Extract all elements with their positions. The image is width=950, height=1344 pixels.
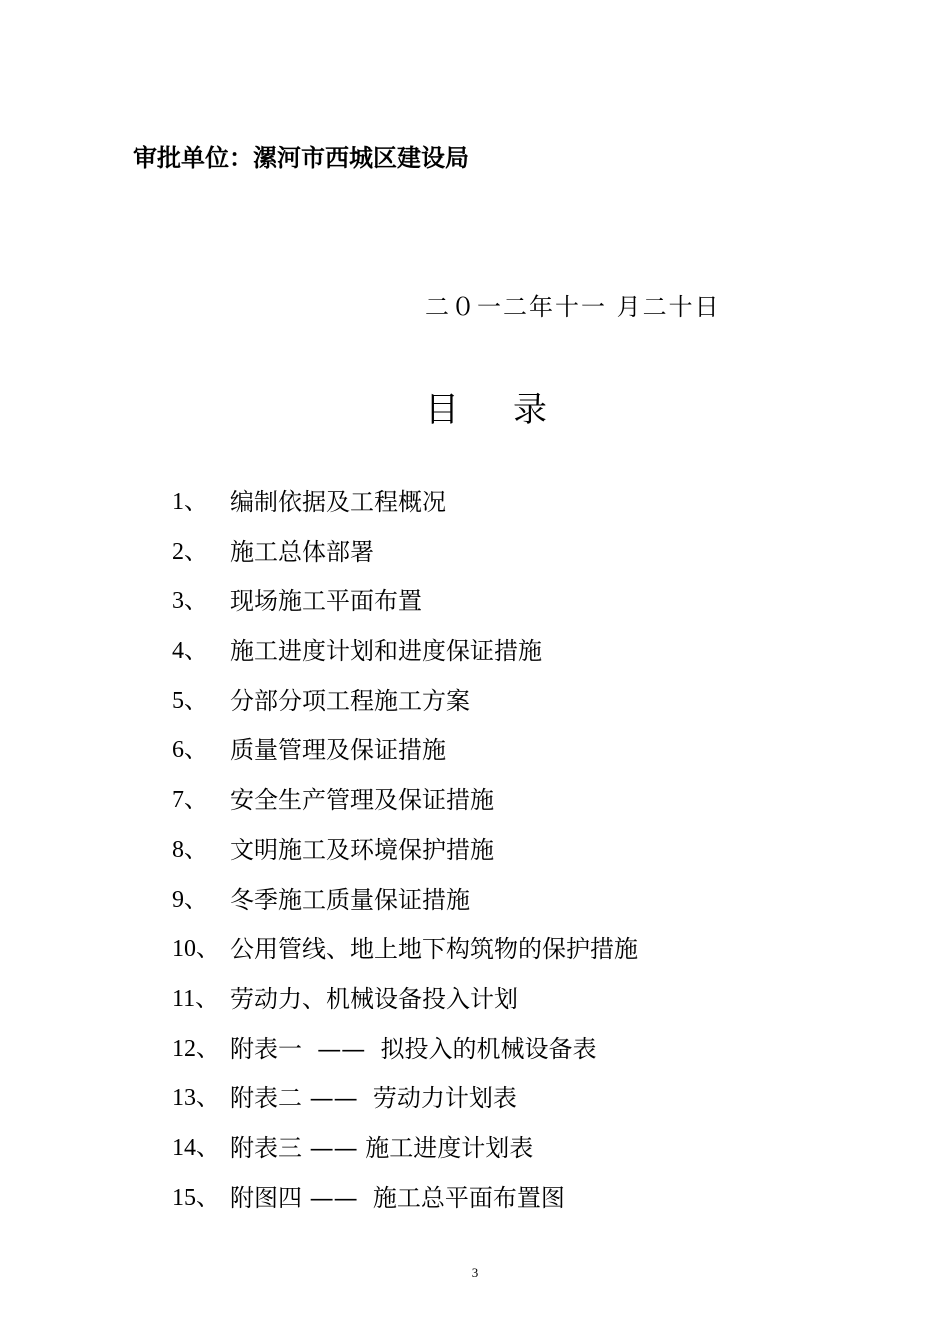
toc-item [172, 1180, 638, 1230]
toc-item [172, 484, 638, 534]
toc-item-number: 11、 [172, 985, 220, 1012]
toc-item-number: 9、 [172, 886, 208, 913]
toc-item-number: 12、 [172, 1035, 220, 1062]
document-date: 二０一二年十一 月二十日 [425, 293, 721, 321]
toc-item-text: 附表二 —— 劳动力计划表 [230, 1084, 517, 1113]
toc-item-text: 附表三 —— 施工进度计划表 [230, 1133, 534, 1162]
toc-item [172, 683, 638, 733]
toc-item-text: 冬季施工质量保证措施 [230, 885, 470, 914]
toc-item-number: 1、 [172, 489, 208, 515]
toc-title-char-2: 录 [513, 390, 547, 430]
toc-item-text: 施工进度计划和进度保证措施 [230, 637, 542, 666]
toc-item-text: 质量管理及保证措施 [230, 736, 446, 765]
toc-item [172, 1130, 638, 1180]
toc-item [172, 583, 638, 633]
toc-item [172, 534, 638, 584]
approval-unit-line: 审批单位：漯河市西城区建设局 [133, 143, 469, 172]
toc-item-number: 5、 [172, 687, 208, 714]
toc-item-text: 安全生产管理及保证措施 [230, 786, 494, 815]
toc-title-char-1: 目 [425, 390, 459, 430]
toc-item-number: 4、 [172, 638, 208, 665]
table-of-contents [172, 484, 638, 1229]
page-number: 3 [471, 1265, 479, 1280]
toc-item-text: 分部分项工程施工方案 [230, 686, 470, 715]
toc-item [172, 882, 638, 932]
toc-item-number: 14、 [172, 1134, 220, 1161]
toc-item-number: 7、 [172, 787, 208, 814]
toc-item [172, 931, 638, 981]
toc-item-number: 2、 [172, 538, 208, 565]
toc-item [172, 633, 638, 683]
toc-item [172, 1080, 638, 1130]
toc-item-text: 现场施工平面布置 [230, 587, 422, 616]
toc-item [172, 832, 638, 882]
toc-item-text: 公用管线、地上地下构筑物的保护措施 [230, 935, 638, 964]
toc-item-number: 3、 [172, 588, 208, 615]
toc-title [425, 382, 547, 431]
toc-item [172, 782, 638, 832]
toc-item [172, 981, 638, 1031]
toc-item-number: 8、 [172, 836, 208, 863]
toc-item-number: 13、 [172, 1085, 220, 1112]
toc-item-number: 10、 [172, 936, 220, 963]
toc-item-text: 附表一 —— 拟投入的机械设备表 [230, 1034, 597, 1063]
toc-item [172, 1031, 638, 1081]
toc-item-text: 文明施工及环境保护措施 [230, 835, 494, 864]
toc-item-text: 劳动力、机械设备投入计划 [230, 984, 518, 1013]
toc-item-text: 附图四 —— 施工总平面布置图 [230, 1183, 565, 1212]
toc-item-text: 编制依据及工程概况 [230, 488, 446, 516]
toc-item-text: 施工总体部署 [230, 537, 374, 566]
toc-item-number: 6、 [172, 737, 208, 764]
toc-item [172, 732, 638, 782]
toc-item-number: 15、 [172, 1184, 220, 1211]
